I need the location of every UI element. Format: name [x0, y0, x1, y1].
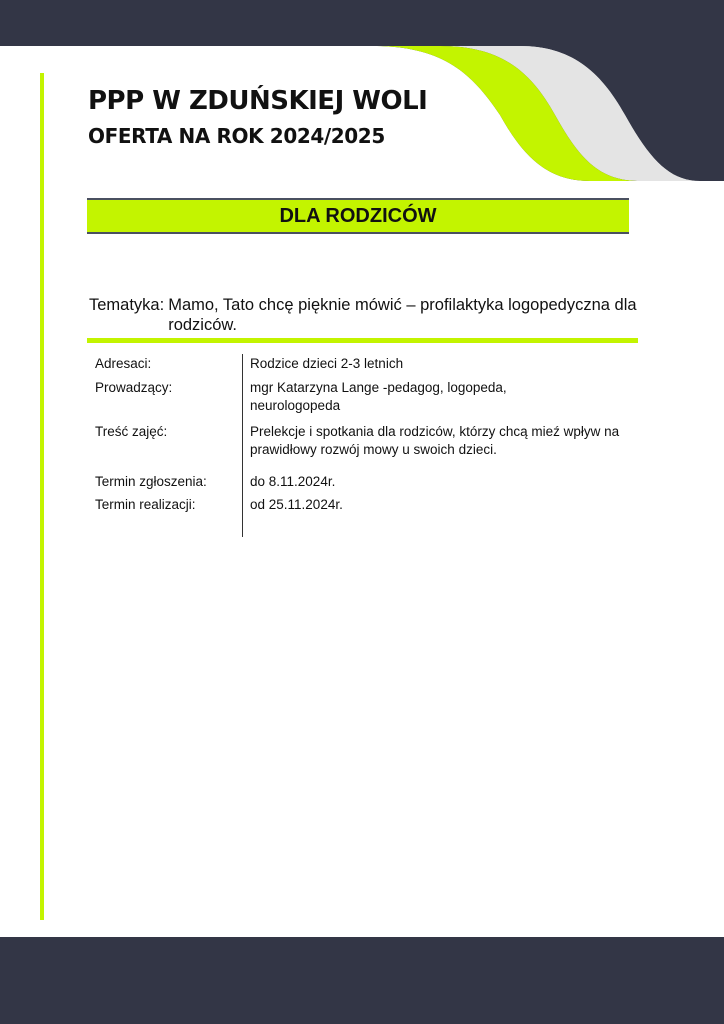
details-row — [95, 355, 635, 373]
bottom-band — [0, 937, 724, 1024]
details-value: do 8.11.2024r. — [250, 474, 336, 489]
topic-block — [89, 295, 649, 335]
details-value: od 25.11.2024r. — [250, 497, 343, 512]
page-title: PPP W ZDUŃSKIEJ WOLI — [88, 86, 428, 116]
details-label: Adresaci: — [95, 356, 152, 371]
details-label: Prowadzący: — [95, 380, 173, 395]
section-banner — [87, 198, 629, 234]
topic-divider — [87, 338, 638, 343]
left-accent-rule — [40, 73, 44, 920]
topic-label: Tematyka: — [89, 296, 165, 314]
section-banner-label: DLA RODZICÓW — [279, 204, 437, 227]
page-subtitle: OFERTA NA ROK 2024/2025 — [88, 124, 385, 148]
details-label: Termin realizacji: — [95, 497, 196, 512]
details-value: Prelekcje i spotkania dla rodziców, którzy chcą mieź wpływ na prawidłowy rozwój mowy u swoich dzieci. — [250, 424, 620, 457]
details-value: Rodzice dzieci 2-3 letnich — [250, 356, 404, 371]
details-row — [95, 496, 635, 514]
details-label: Termin zgłoszenia: — [95, 474, 207, 489]
details-value: mgr Katarzyna Lange -pedagog, logopeda, neurologopeda — [250, 380, 507, 413]
details-row — [95, 379, 635, 415]
details-row — [95, 423, 635, 459]
details-table — [95, 355, 635, 514]
details-label: Treść zajęć: — [95, 424, 168, 439]
topic-text: Mamo, Tato chcę pięknie mówić – profilaktyka logopedyczna dla rodziców. — [168, 296, 637, 334]
details-row — [95, 473, 635, 491]
